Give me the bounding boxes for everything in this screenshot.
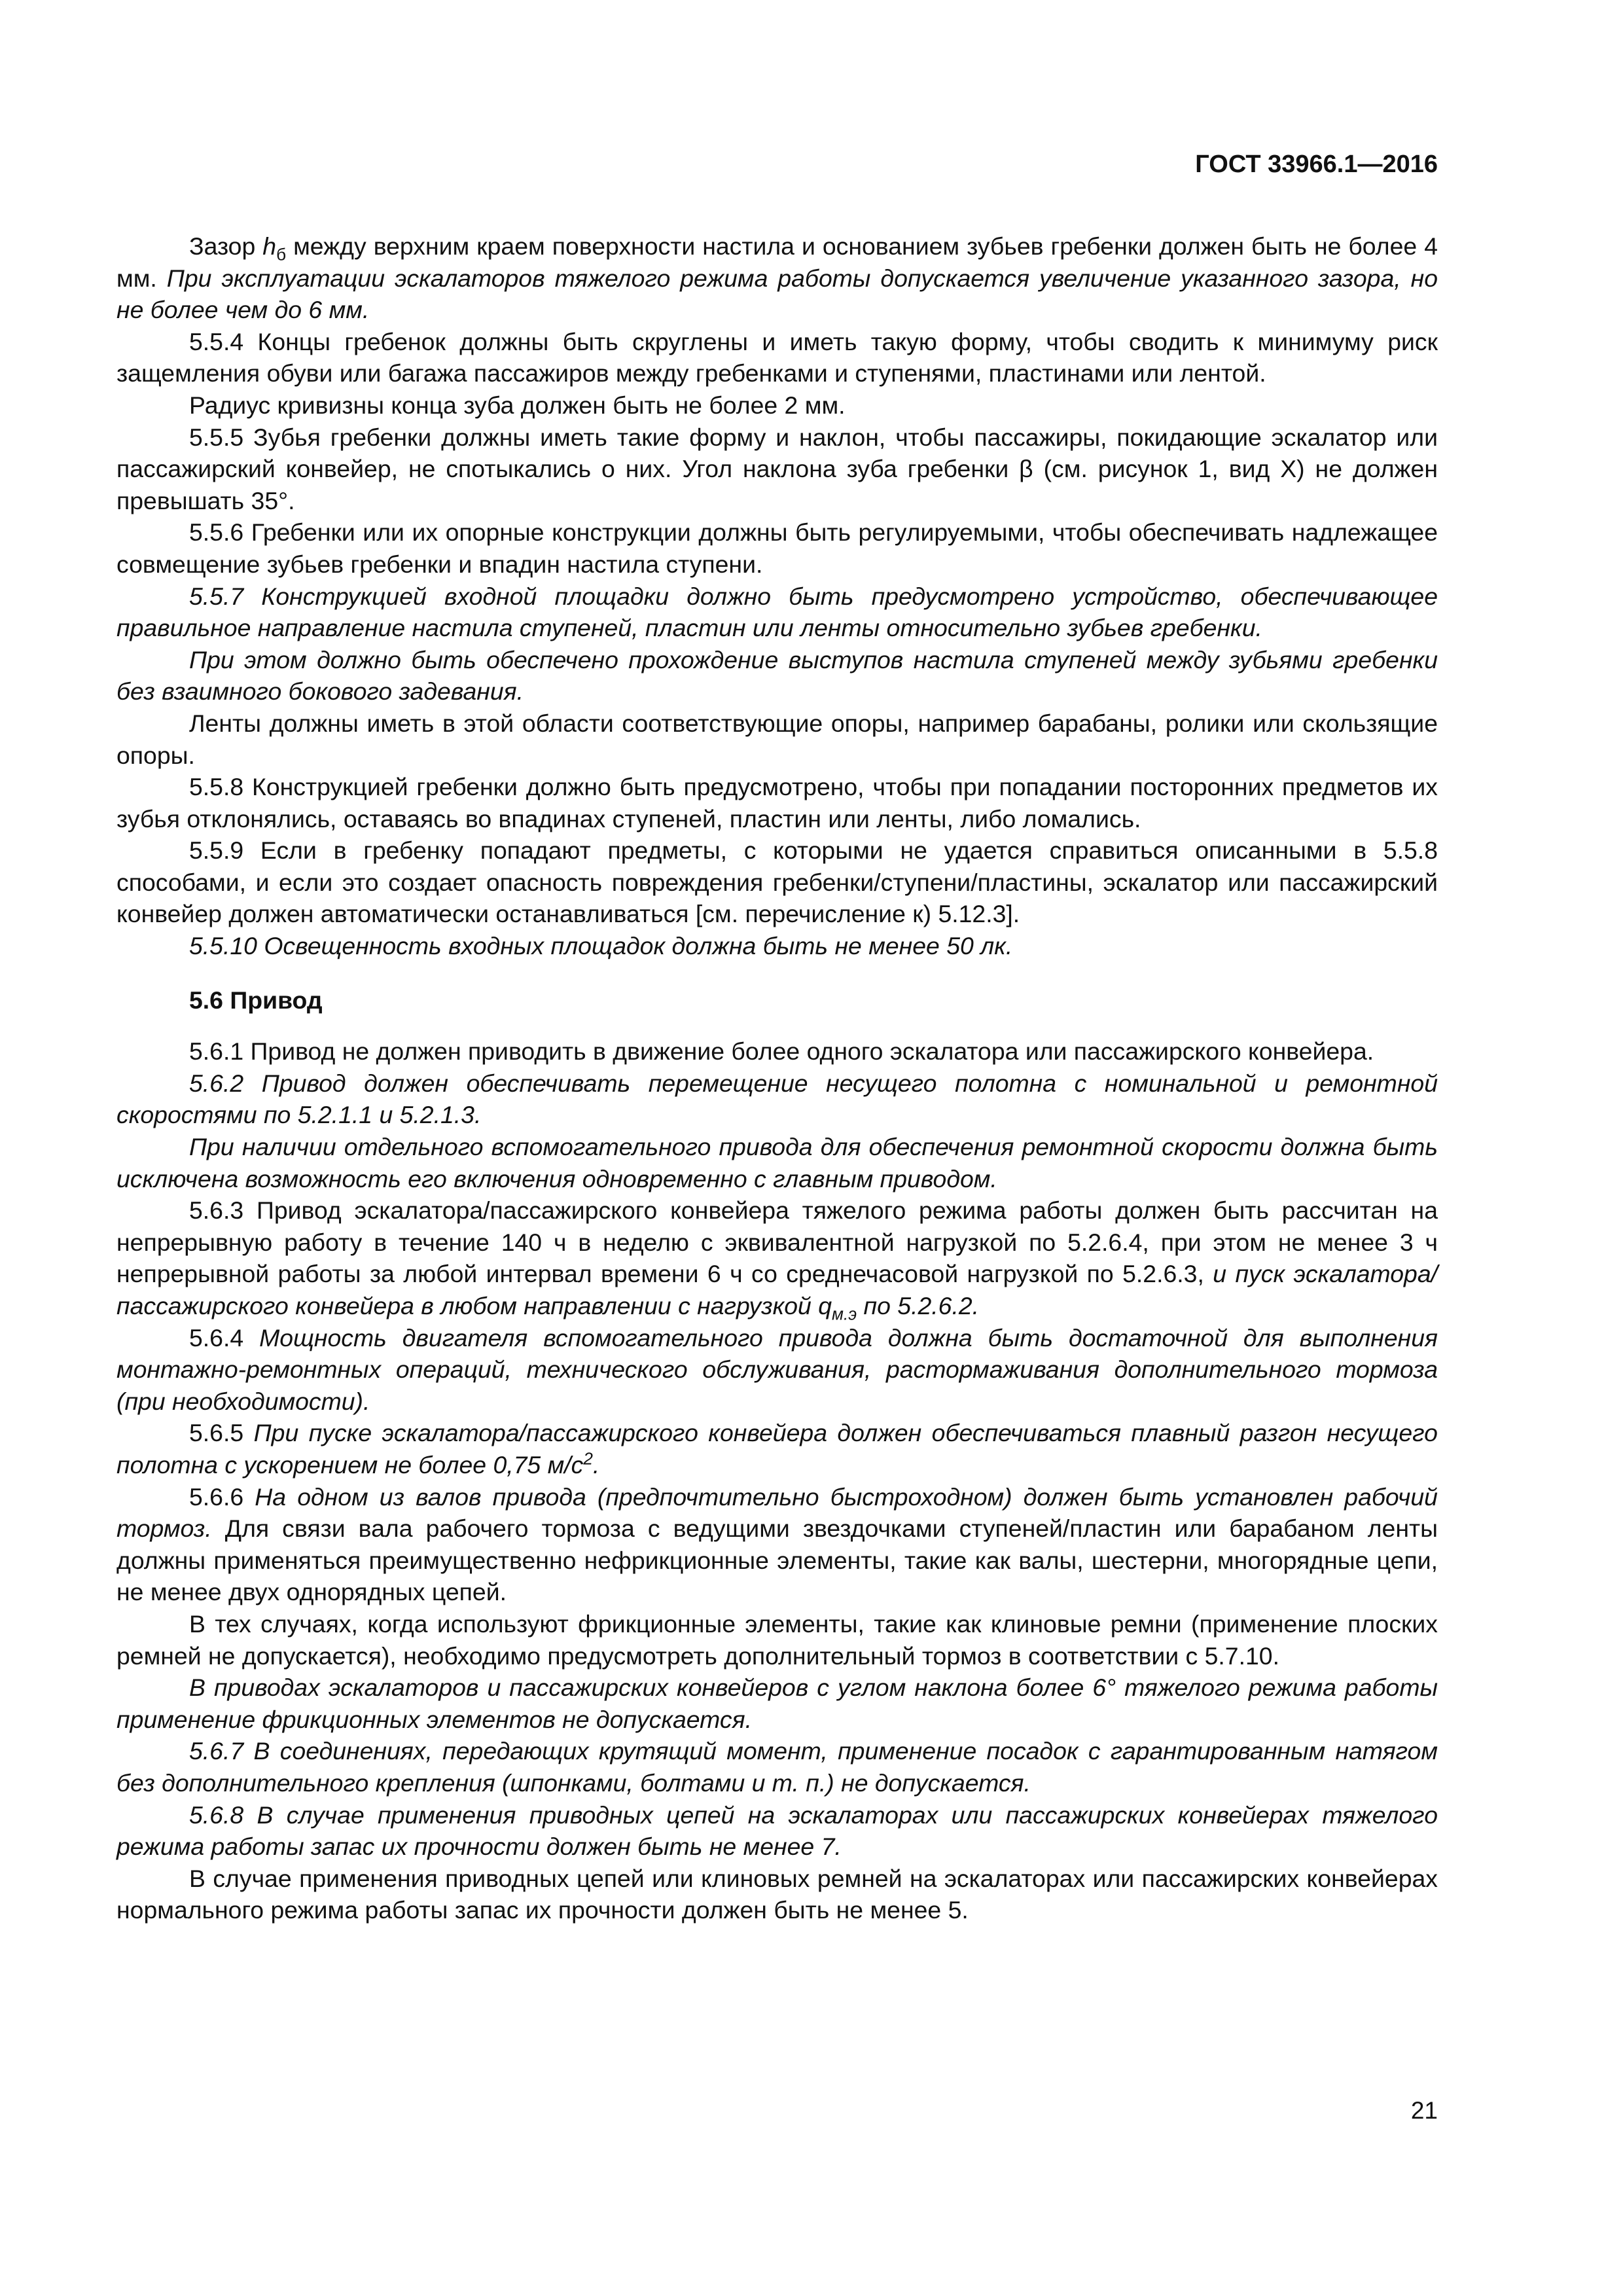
- paragraph-5-5-8: 5.5.8 Конструкцией гребенки должно быть предусмотрено, чтобы при попадании посторонних предметов их зубья отклонялись, оставаясь во впадинах ступеней, пластин или ленты, либо ломались.: [116, 773, 1438, 833]
- paragraph-5-5-9: 5.5.9 Если в гребенку попадают предметы, с которыми не удается справиться описанными в 5.5.8 способами, и если это создает опасность повреждения гребенки/ступени/пластины, эскалатор или пассажирский конвейер должен автоматически останавливаться [см. перечисление к) 5.12.3].: [116, 836, 1438, 928]
- paragraph: В случае применения приводных цепей или клиновых ремней на эскалаторах или пассажирских конвейерах нормального режима работы запас их прочности должен быть не менее 5.: [116, 1864, 1438, 1924]
- paragraph-5-6-7: 5.6.7 В соединениях, передающих крутящий момент, применение посадок с гарантированным натягом без дополнительного крепления (шпонками, болтами и т. п.) не допускается.: [116, 1737, 1438, 1797]
- document-code-header: ГОСТ 33966.1—2016: [1195, 151, 1438, 178]
- paragraph: При этом должно быть обеспечено прохождение выступов настила ступеней между зубьями гребенки без взаимного бокового задевания.: [116, 645, 1438, 706]
- paragraph: В приводах эскалаторов и пассажирских конвейеров с углом наклона более 6° тяжелого режима работы применение фрикционных элементов не допускается.: [116, 1674, 1438, 1733]
- section-heading: 5.6 Привод: [189, 986, 323, 1014]
- paragraph-5-6-3: 5.6.3 Привод эскалатора/пассажирского конвейера тяжелого режима работы должен быть рассчитан на непрерывную работу в течение 140 ч в неделю с эквивалентной нагрузкой по 5.2.6.4, при этом не менее 3 ч непрерывной работы за любой интервал времени 6 ч со среднечасовой нагрузкой по 5.2.6.3, и пуск эскалатора/пассажирского конвейера в любом направлении с нагрузкой $q_{м.э}$ по 5.2.6.2.: [116, 1196, 1438, 1324]
- paragraph: Зазор $h_б$ между верхним краем поверхности настила и основанием зубьев гребенки должен быть не более 4 мм. При эксплуатации эскалаторов тяжелого режима работы допускается увеличение указанного зазора, но не более чем до 6 мм.: [116, 232, 1438, 324]
- paragraph-5-6-2: 5.6.2 Привод должен обеспечивать перемещение несущего полотна с номинальной и ремонтной скоростями по 5.2.1.1 и 5.2.1.3.: [116, 1069, 1438, 1129]
- paragraph: В тех случаях, когда используют фрикционные элементы, такие как клиновые ремни (применение плоских ремней не допускается), необходимо предусмотреть дополнительный тормоз в соответствии с 5.7.10.: [116, 1609, 1438, 1670]
- document-body: [116, 230, 1438, 1926]
- paragraph-5-6-8: 5.6.8 В случае применения приводных цепей на эскалаторах или пассажирских конвейерах тяжелого режима работы запас их прочности должен быть не менее 7.: [116, 1801, 1438, 1861]
- page-number: 21: [1410, 2097, 1438, 2124]
- paragraph-5-5-4: 5.5.4 Концы гребенок должны быть скруглены и иметь такую форму, чтобы сводить к минимуму риск защемления обуви или багажа пассажиров между гребенками и ступенями, пластинами или лентой.: [116, 327, 1438, 387]
- paragraph-5-6-1: 5.6.1 Привод не должен приводить в движение более одного эскалатора или пассажирского конвейера.: [189, 1037, 1374, 1066]
- paragraph-5-5-5: 5.5.5 Зубья гребенки должны иметь такие форму и наклон, чтобы пассажиры, покидающие эскалатор или пассажирский конвейер, не спотыкались о них. Угол наклона зуба гребенки β (см. рисунок 1, вид Х) не должен превышать 35°.: [116, 423, 1438, 514]
- paragraph: Радиус кривизны конца зуба должен быть не более 2 мм.: [189, 391, 846, 419]
- paragraph: Ленты должны иметь в этой области соответствующие опоры, например барабаны, ролики или скользящие опоры.: [116, 709, 1438, 769]
- paragraph-5-6-5: 5.6.5 При пуске эскалатора/пассажирского конвейера должен обеспечиваться плавный разгон несущего полотна с ускорением не более 0,75 $м/с^2$.: [116, 1419, 1438, 1479]
- paragraph-5-5-10: 5.5.10 Освещенность входных площадок должна быть не менее 50 лк.: [189, 932, 1013, 960]
- paragraph-5-6-6: 5.6.6 На одном из валов привода (предпочтительно быстроходном) должен быть установлен рабочий тормоз. Для связи вала рабочего тормоза с ведущими звездочками ступеней/пластин или барабаном ленты должны применяться преимущественно нефрикционные элементы, такие как валы, шестерни, многорядные цепи, не менее двух однорядных цепей.: [116, 1482, 1438, 1606]
- paragraph: При наличии отдельного вспомогательного привода для обеспечения ремонтной скорости должна быть исключена возможность его включения одновременно с главным приводом.: [116, 1133, 1438, 1193]
- paragraph-5-6-4: 5.6.4 Мощность двигателя вспомогательного привода должна быть достаточной для выполнения монтажно-ремонтных операций, технического обслуживания, растормаживания дополнительного тормоза (при необходимости).: [116, 1323, 1438, 1415]
- paragraph-5-5-6: 5.5.6 Гребенки или их опорные конструкции должны быть регулируемыми, чтобы обеспечивать надлежащее совмещение зубьев гребенки и впадин настила ступени.: [116, 518, 1438, 578]
- paragraph-5-5-7: 5.5.7 Конструкцией входной площадки должно быть предусмотрено устройство, обеспечивающее правильное направление настила ступеней, пластин или ленты относительно зубьев гребенки.: [116, 582, 1438, 642]
